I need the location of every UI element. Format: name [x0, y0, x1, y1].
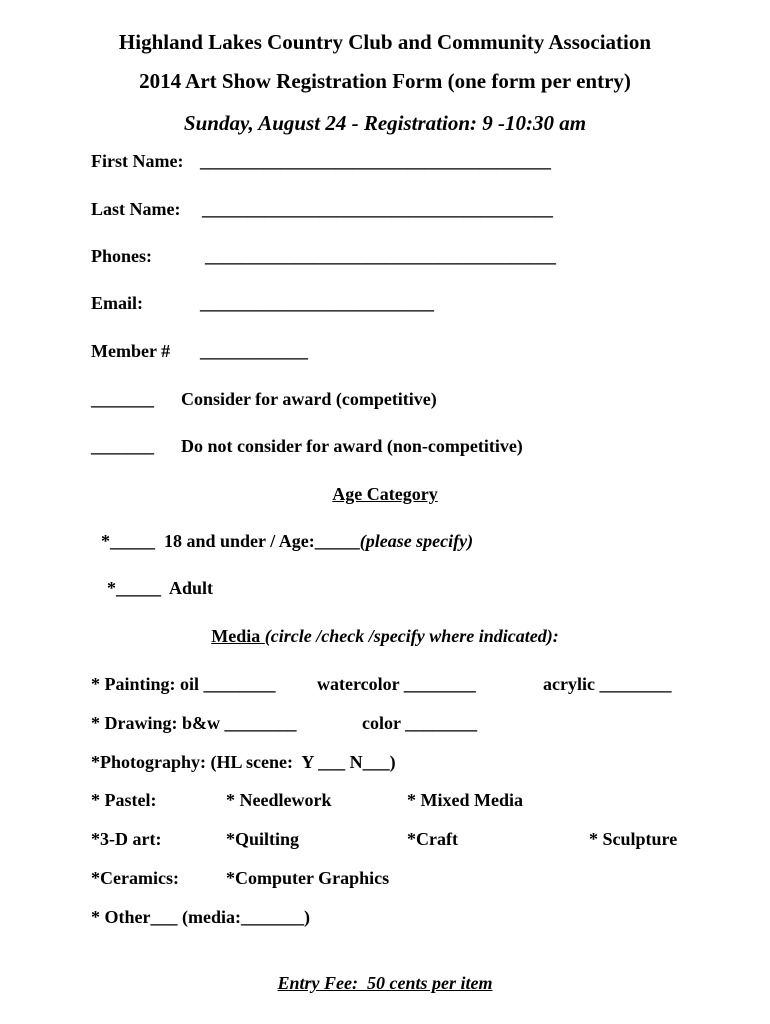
age-category-heading-text: Age Category: [332, 484, 438, 504]
first-name-label: First Name:: [91, 151, 184, 171]
media-mixed-media[interactable]: * Mixed Media: [407, 790, 523, 810]
entry-fee: [0, 974, 770, 992]
event-date: Sunday, August 24 - Registration: 9 -10:30 am: [183, 111, 587, 135]
media-heading: [0, 627, 770, 645]
member-label: Member #: [91, 341, 171, 361]
phones-label: Phones:: [91, 246, 153, 266]
entry-fee-text: Entry Fee: 50 cents per item: [277, 973, 493, 993]
media-pastel[interactable]: * Pastel:: [91, 790, 157, 810]
media-craft[interactable]: *Craft: [407, 829, 458, 849]
media-quilting[interactable]: *Quilting: [226, 829, 300, 849]
member-field[interactable]: ____________: [200, 341, 308, 361]
media-photography[interactable]: *Photography: (HL scene: Y ___ N___): [91, 752, 396, 772]
email-label: Email:: [91, 293, 143, 313]
media-painting-acrylic[interactable]: acrylic ________: [543, 674, 672, 694]
phones-field[interactable]: _______________________________________: [205, 246, 556, 266]
media-ceramics[interactable]: *Ceramics:: [91, 868, 179, 888]
media-painting-oil[interactable]: * Painting: oil ________: [91, 674, 276, 694]
media-other[interactable]: * Other___ (media:_______): [91, 907, 310, 927]
media-drawing-bw[interactable]: * Drawing: b&w ________: [91, 713, 297, 733]
media-heading-note: (circle /check /specify where indicated):: [264, 626, 559, 646]
media-sculpture[interactable]: * Sculpture: [589, 829, 678, 849]
age-youth-note: (please specify): [359, 531, 474, 551]
form-subtitle: 2014 Art Show Registration Form (one form per entry): [139, 69, 631, 93]
first-name-field[interactable]: _______________________________________: [200, 151, 551, 171]
media-painting-watercolor[interactable]: watercolor ________: [317, 674, 476, 694]
age-category-heading: [0, 485, 770, 503]
competitive-blank[interactable]: _______: [91, 389, 154, 409]
noncompetitive-blank[interactable]: _______: [91, 436, 154, 456]
noncompetitive-label: Do not consider for award (non-competitive): [181, 436, 523, 456]
media-drawing-color[interactable]: color ________: [362, 713, 478, 733]
age-youth-text[interactable]: *_____ 18 and under / Age:_____: [101, 531, 360, 551]
media-needlework[interactable]: * Needlework: [226, 790, 332, 810]
form-title: Highland Lakes Country Club and Community Association: [118, 30, 652, 54]
age-adult[interactable]: *_____ Adult: [107, 578, 214, 598]
media-3d-art[interactable]: *3-D art:: [91, 829, 162, 849]
last-name-label: Last Name:: [91, 199, 181, 219]
last-name-field[interactable]: _______________________________________: [202, 199, 553, 219]
email-field[interactable]: __________________________: [200, 293, 434, 313]
media-heading-text: Media: [211, 626, 265, 646]
age-youth-row: [101, 532, 473, 550]
media-computer-graphics[interactable]: *Computer Graphics: [226, 868, 390, 888]
competitive-label: Consider for award (competitive): [181, 389, 437, 409]
